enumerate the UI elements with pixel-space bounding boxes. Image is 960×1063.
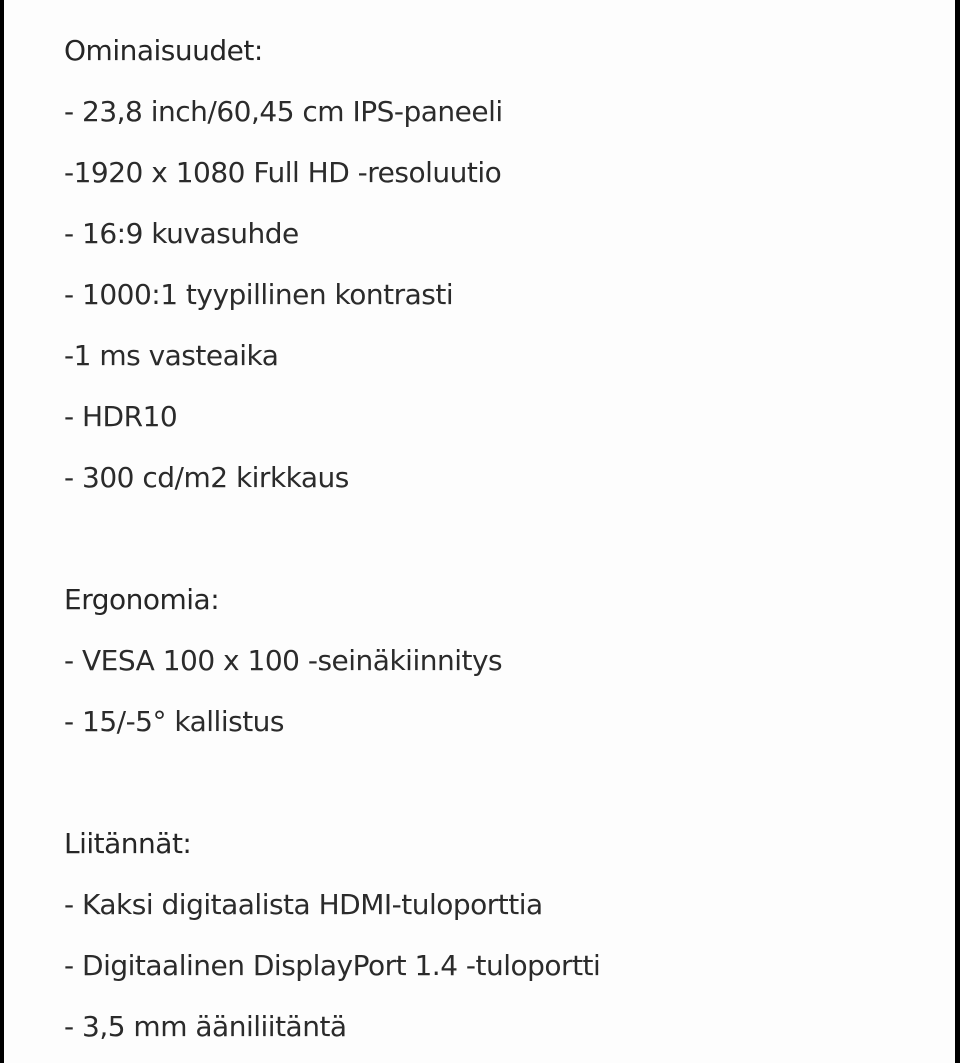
section-heading: Liitännät: bbox=[64, 827, 192, 860]
list-item: - Kaksi digitaalista HDMI-tuloporttia bbox=[64, 888, 543, 921]
section-connections bbox=[64, 813, 600, 1057]
section-heading: Ergonomia: bbox=[64, 583, 220, 616]
list-item: - Digitaalinen DisplayPort 1.4 -tuloportti bbox=[64, 949, 601, 982]
list-item: - 1000:1 tyypillinen kontrasti bbox=[64, 278, 454, 311]
section-features bbox=[64, 20, 600, 508]
section-ergonomics bbox=[64, 569, 600, 752]
list-item: -1920 x 1080 Full HD -resoluutio bbox=[64, 156, 502, 189]
list-item: - 3,5 mm ääniliitäntä bbox=[64, 1010, 347, 1043]
spec-document bbox=[4, 0, 955, 1063]
list-item: - VESA 100 x 100 -seinäkiinnitys bbox=[64, 644, 503, 677]
spec-content bbox=[64, 20, 600, 1057]
list-item: - 16:9 kuvasuhde bbox=[64, 217, 299, 250]
list-item: -1 ms vasteaika bbox=[64, 339, 279, 372]
list-item: - HDR10 bbox=[64, 400, 178, 433]
list-item: - 23,8 inch/60,45 cm IPS-paneeli bbox=[64, 95, 503, 128]
list-item: - 300 cd/m2 kirkkaus bbox=[64, 461, 349, 494]
list-item: - 15/-5° kallistus bbox=[64, 705, 285, 738]
section-heading: Ominaisuudet: bbox=[64, 34, 263, 67]
